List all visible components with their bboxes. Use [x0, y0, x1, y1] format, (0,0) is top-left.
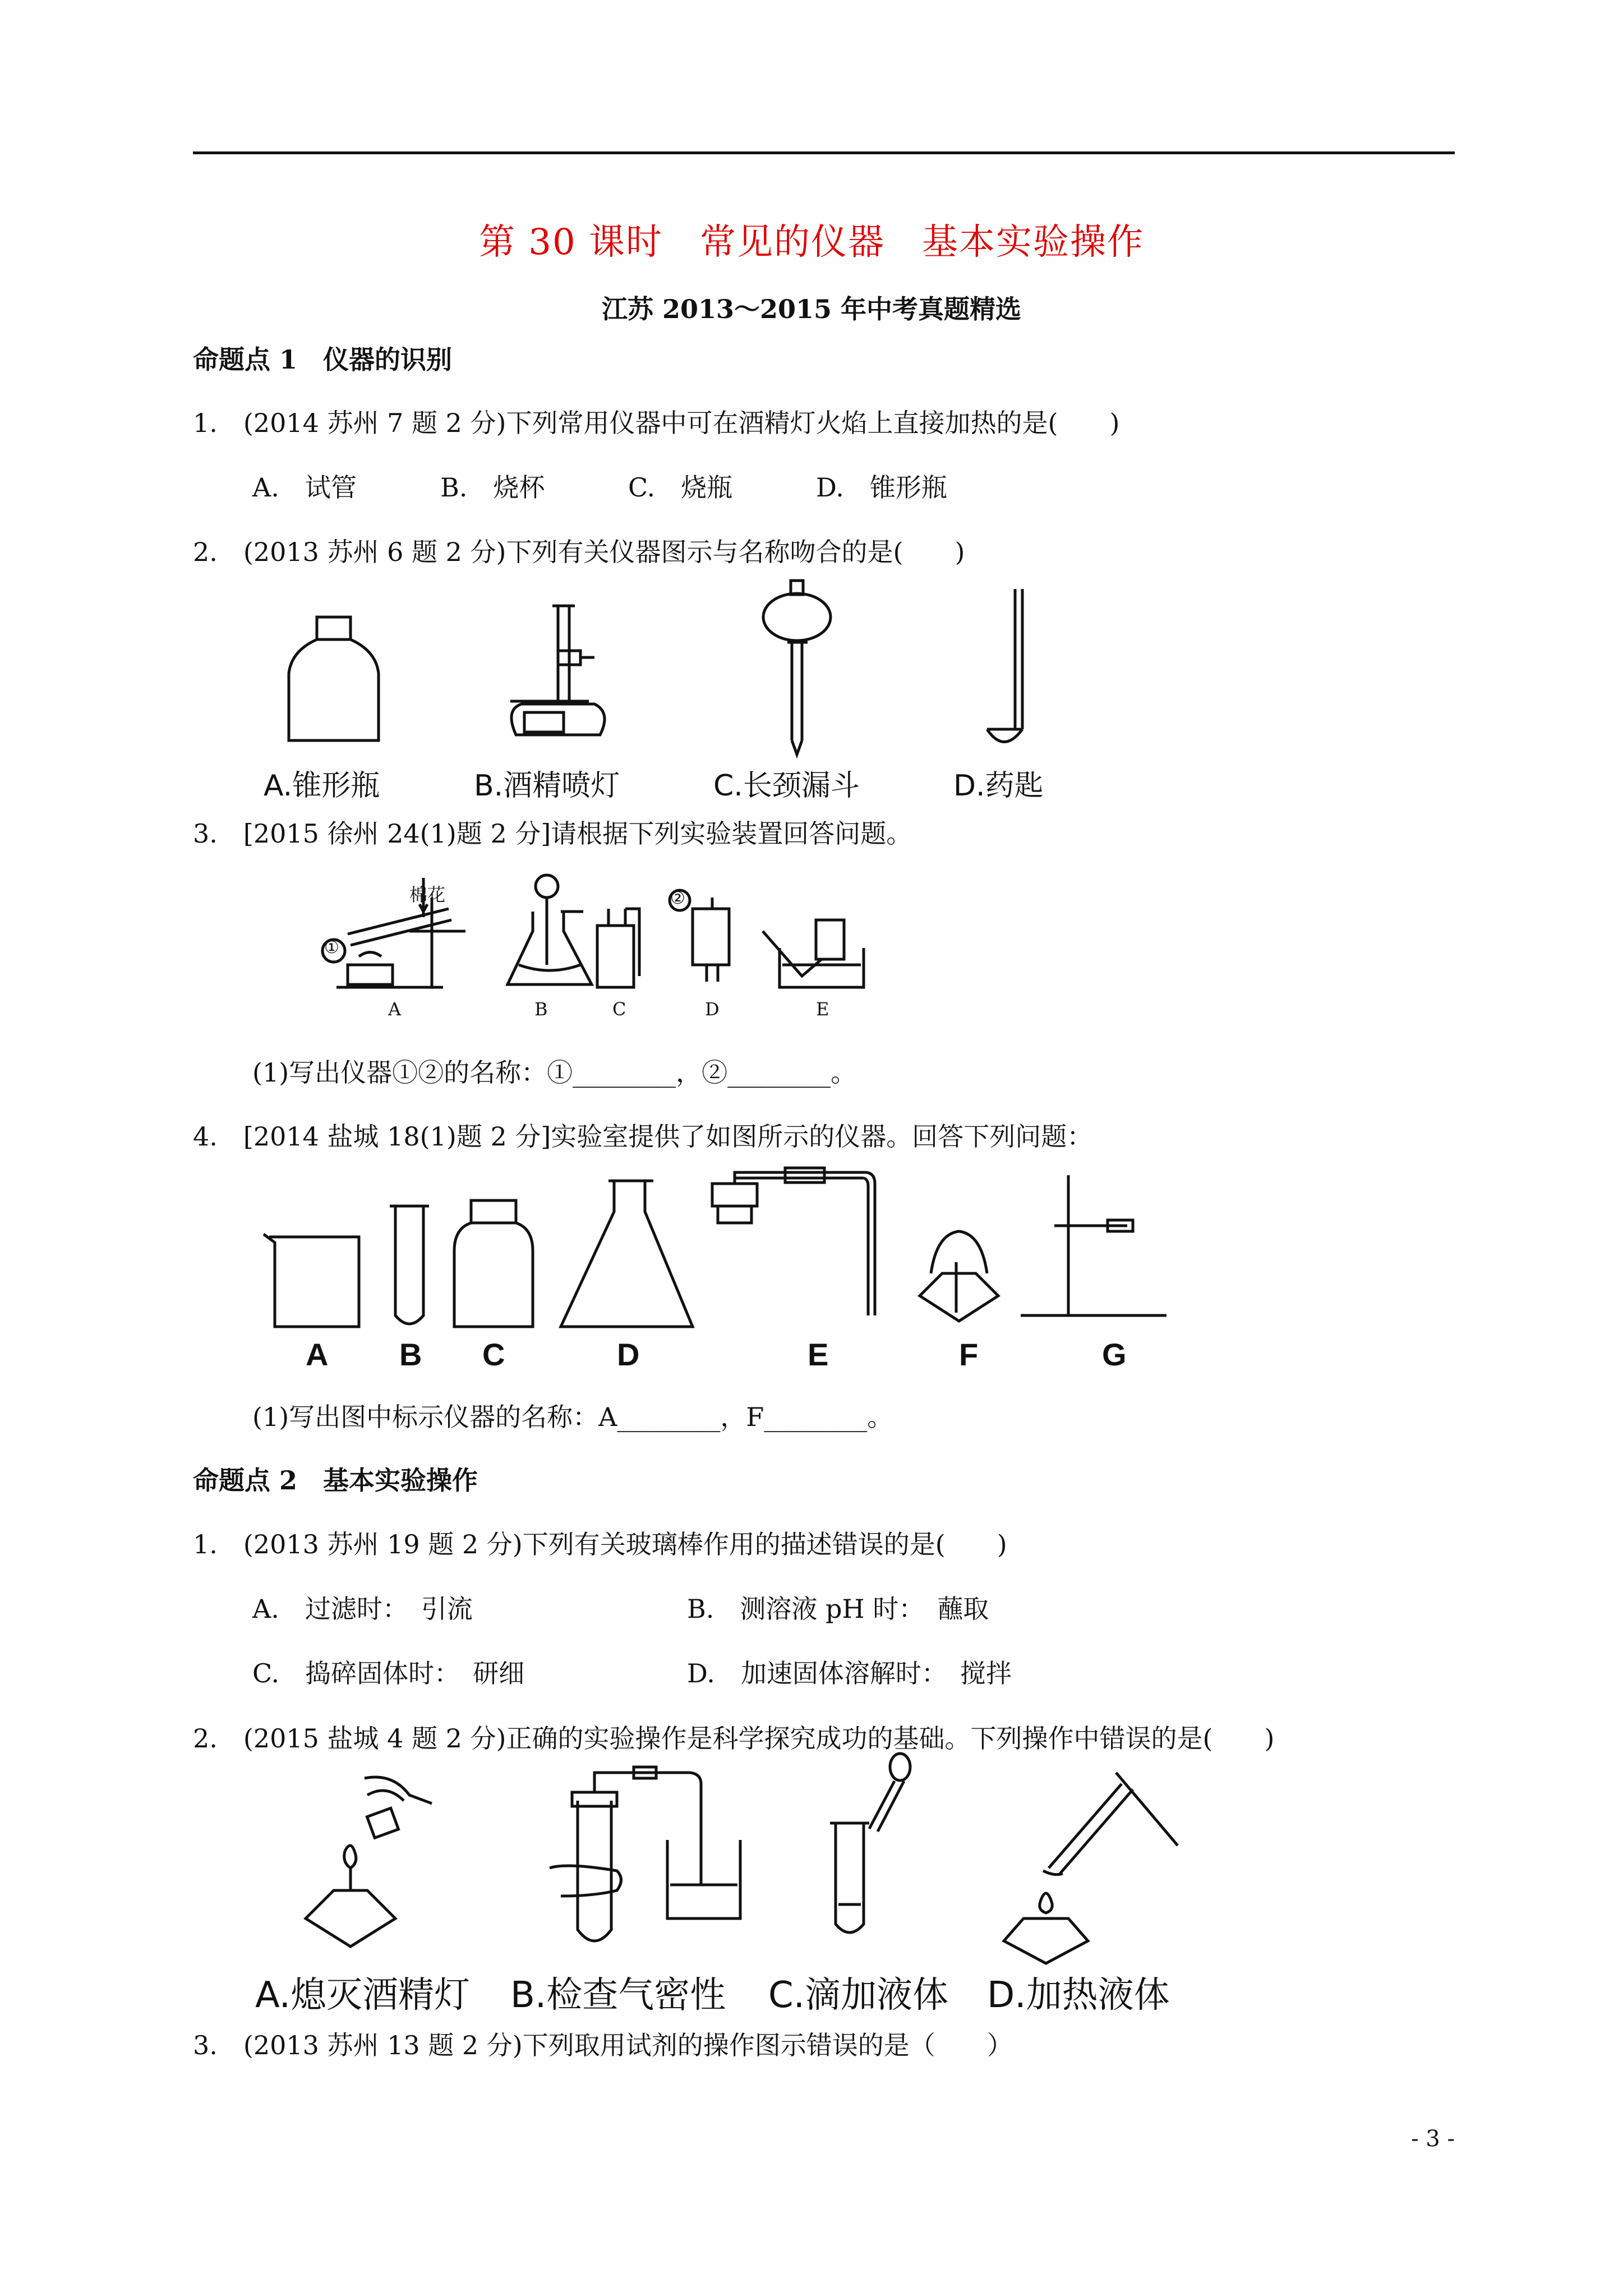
s1-q3-mark-2: ② [670, 889, 685, 908]
section1-heading: 命题点 1 仪器的识别 [193, 344, 453, 375]
heating-liquid-image [1004, 1773, 1178, 1963]
s1-q4-text: 4. [2014 盐城 18(1)题 2 分]实验室提供了如图所示的仪器。回答下列问题： [193, 1121, 1093, 1152]
s1-q1-option-b: B. 烧杯 [440, 472, 545, 503]
s2-q1-option-c: C. 捣碎固体时： 研细 [252, 1658, 525, 1688]
s1-q4-label-e: E [808, 1337, 829, 1372]
s1-q1-option-c: C. 烧瓶 [628, 472, 733, 503]
s1-q2-caption-d: D.药匙 [953, 769, 1044, 803]
s1-q4-label-g: G [1102, 1337, 1127, 1372]
s1-q3-label-c: C [612, 999, 626, 1020]
page-number: - 3 - [1411, 2126, 1455, 2152]
s1-q4-subquestion: (1)写出图中标示仪器的名称：A________，F________。 [252, 1402, 893, 1432]
s2-q2-caption-d: D.加热液体 [987, 1975, 1170, 2016]
dropping-liquid-image [830, 1754, 910, 1932]
s2-q2-caption-a: A.熄灭酒精灯 [255, 1975, 470, 2016]
s1-q3-label-e: E [816, 999, 829, 1020]
s1-q2-text: 2. (2013 苏州 6 题 2 分)下列有关仪器图示与名称吻合的是( ) [193, 537, 965, 567]
s2-q2-caption-b: B.检查气密性 [510, 1975, 726, 2016]
s2-q3-text: 3. (2013 苏州 13 题 2 分)下列取用试剂的操作图示错误的是（ ） [193, 2030, 1013, 2060]
s1-q3-text: 3. [2015 徐州 24(1)题 2 分]请根据下列实验装置回答问题。 [193, 818, 912, 849]
s1-q4-label-d: D [617, 1337, 640, 1372]
s1-q4-label-b: B [399, 1337, 422, 1372]
section2-heading: 命题点 2 基本实验操作 [193, 1465, 478, 1496]
page-subtitle: 江苏 2013～2015 年中考真题精选 [601, 294, 1022, 324]
s1-q3-mark-1: ① [324, 938, 339, 958]
page-title: 第 30 课时 常见的仪器 基本实验操作 [478, 222, 1145, 263]
s2-q2-caption-c: C.滴加液体 [768, 1975, 949, 2016]
s1-q2-caption-c: C.长颈漏斗 [713, 769, 860, 803]
s1-q3-label-a: A [388, 999, 402, 1020]
s2-q2-text: 2. (2015 盐城 4 题 2 分)正确的实验操作是科学探究成功的基础。下列操作中错误的是( ) [193, 1723, 1275, 1754]
s1-q3-subquestion: (1)写出仪器①②的名称：①________，②________。 [252, 1057, 857, 1088]
s2-q1-option-d: D. 加速固体溶解时： 搅拌 [687, 1658, 1012, 1688]
s1-q1-option-d: D. 锥形瓶 [816, 472, 947, 503]
s1-q4-label-c: C [482, 1337, 505, 1372]
checking-airtightness-image [550, 1767, 740, 1941]
s1-q2-caption-b: B.酒精喷灯 [474, 769, 620, 803]
s1-q3-label-b: B [534, 999, 548, 1020]
s1-q4-label-a: A [306, 1337, 329, 1372]
s1-q3-mark-cotton: 棉花 [409, 884, 446, 905]
s2-q1-text: 1. (2013 苏州 19 题 2 分)下列有关玻璃棒作用的描述错误的是( ) [193, 1529, 1007, 1559]
s2-q1-option-a: A. 过滤时： 引流 [252, 1594, 473, 1624]
s1-q2-caption-a: A.锥形瓶 [264, 769, 380, 803]
blowing-out-lamp-image [306, 1777, 432, 1947]
s2-q1-option-b: B. 测溶液 pH 时： 蘸取 [687, 1594, 989, 1624]
s1-q4-label-f: F [959, 1337, 979, 1372]
s1-q1-option-a: A. 试管 [252, 472, 357, 503]
s1-q3-label-d: D [705, 999, 720, 1020]
s1-q1-text: 1. (2014 苏州 7 题 2 分)下列常用仪器中可在酒精灯火焰上直接加热的是( ) [193, 408, 1120, 438]
